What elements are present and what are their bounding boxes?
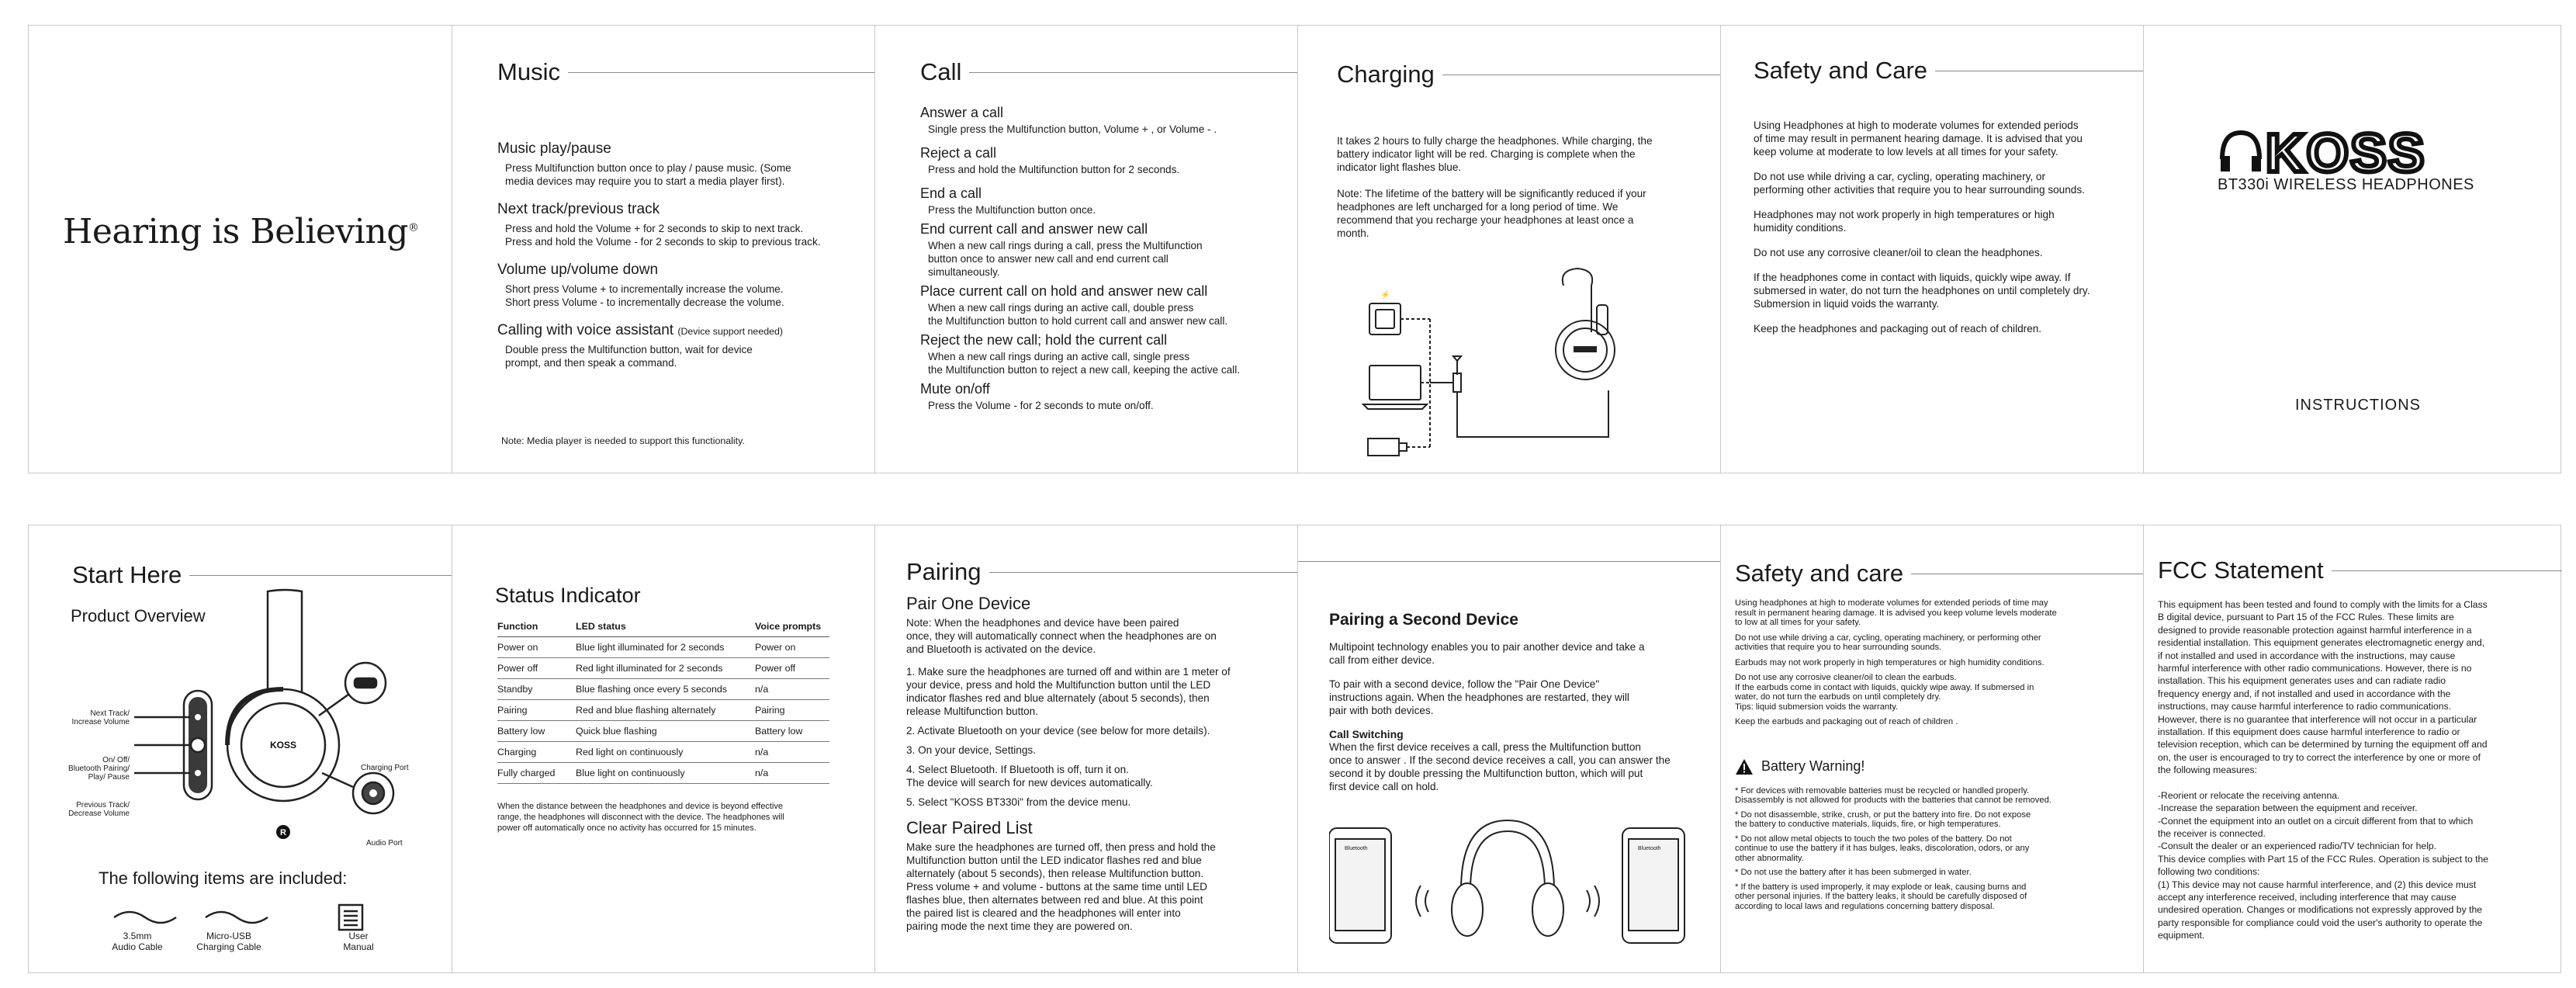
battery-warning-title: Battery Warning!	[1761, 758, 1865, 775]
safety-title-row	[1754, 57, 2143, 85]
label-prev-track: Previous Track/ Decrease Volume	[68, 801, 130, 818]
music-title: Music	[497, 58, 560, 85]
title-rule	[1298, 561, 1720, 562]
music-content	[497, 140, 847, 369]
table-header: Voice prompts	[755, 617, 829, 637]
device-brand-text: KOSS	[269, 740, 297, 751]
title-rule	[969, 72, 1297, 73]
second-text: To pair with a second device, follow the "Pair One Device" instructions again. When the headphones are restarted, they will pair with both devices.	[1329, 678, 1629, 716]
pair-step: 5. Select "KOSS BT330i" from the device menu.	[906, 796, 1131, 808]
pair-one-heading: Pair One Device	[906, 594, 1031, 613]
table-cell: Blue flashing once every 5 seconds	[576, 679, 755, 700]
table-row	[497, 763, 829, 784]
included-heading: The following items are included:	[99, 868, 348, 888]
pairing-content	[906, 594, 1282, 933]
battery-warning-heading	[1735, 758, 2131, 775]
r-mark-text: R	[280, 828, 286, 837]
safety-para: Keep the headphones and packaging out of reach of children.	[1754, 323, 2042, 335]
table-cell: Red and blue flashing alternately	[576, 700, 755, 721]
table-cell: Charging	[497, 742, 576, 763]
included-item-manual: User Manual	[343, 931, 374, 952]
koss-logo-text: KOSS	[2266, 125, 2426, 179]
charging-note: Note: The lifetime of the battery will be significantly reduced if your headphones are left uncharged for a long period of time. We recommend that you recharge your headphones at least once a month.	[1337, 188, 1646, 239]
clear-heading: Clear Paired List	[906, 818, 1033, 837]
second-heading: Pairing a Second Device	[1329, 611, 1518, 629]
table-row	[497, 700, 829, 721]
music-voice-text: Double press the Multifunction button, wait for device prompt, and then speak a command.	[505, 344, 753, 369]
status-title: Status Indicator	[495, 584, 641, 607]
usb-cable-icon	[206, 912, 268, 923]
second-title-rule-row	[1298, 561, 1720, 562]
charging-text: It takes 2 hours to fully charge the headphones. While charging, the battery indicator light will be red. Charging is complete when the indicator light flashes blue.	[1337, 135, 1653, 173]
fcc-text: This equipment has been tested and found to comply with the limits for a Class B digital device, pursuant to Part 15 of the FCC Rules. These limits are designed to provide reasonable protection against harmful interference in a residential installation. This equipment generates electromagnetic energy and, if not installed and used in accordance with the instructions, may cause harmful interference with other radio communications. However, there is no installation. This his equipment generates uses and can radiate radio frequency energy and, if not installed and used in accordance with the instructions, may cause harmful interference to radio communications. However, there is no guarantee that interference will not occur in a particular installation. If this equipment does cause harmful interference to radio or television reception, which can be determined by turning the equipment off and on, the user is encouraged to try to correct the interference by one or more of the following measures:	[2158, 599, 2488, 776]
battery-item: * If the battery is used improperly, it may explode or leak, causing burns and other personal injuries. If the battery leaks, it should be carefully disposed of according to local laws and regulations concerning battery disposal.	[1735, 882, 2027, 911]
table-cell: Fully charged	[497, 763, 576, 784]
music-panel	[452, 26, 874, 473]
call-item-heading: Place current call on hold and answer new call	[920, 283, 1208, 299]
battery-item: * Do not allow metal objects to touch the two poles of the battery. Do not continue to use the battery if it has bulges, leaks, discoloration, odors, or any other abnormality.	[1735, 834, 2030, 863]
pair-step: 1. Make sure the headphones are turned off and within are 1 meter of your device, press and hold the Multifunction button until the LED indicator flashes red and blue alternately (about 5 seconds), then release Multifunction button.	[906, 666, 1231, 717]
headphone-icon	[1452, 820, 1563, 936]
table-cell: Battery low	[755, 721, 829, 742]
bottom-sheet	[28, 525, 2561, 973]
car-charger-icon	[1368, 439, 1407, 456]
table-cell: Blue light on continuously	[576, 763, 755, 784]
music-volume-text: Short press Volume + to incrementally increase the volume. Short press Volume - to incrementally decrease the volume.	[505, 283, 784, 308]
table-cell: Battery low	[497, 721, 576, 742]
brand-panel	[2143, 26, 2562, 473]
safety2-title-row	[1735, 560, 2143, 588]
table-row	[497, 721, 829, 742]
music-play-text: Press Multifunction button once to play / pause music. (Some media devices may require you to start a media player first).	[505, 162, 791, 187]
battery-item: * Do not use the battery after it has been submerged in water.	[1735, 868, 1972, 877]
safety2-para: Do not use any corrosive cleaner/oil to clean the earbuds. If the earbuds come in contact with liquids, quickly wipe away. If submersed in water, do not turn the earbuds on until completely dry. Tips: liquid submersion voids the warranty.	[1735, 673, 2034, 712]
call-switch-heading: Call Switching	[1329, 728, 1404, 740]
call-item-heading: End current call and answer new call	[920, 221, 1148, 237]
pair-one-note: Note: When the headphones and device have been paired once, they will automatically connect when the headphones are on and Bluetooth is activated on the device.	[906, 617, 1217, 655]
product-overview-illustration	[128, 584, 407, 840]
title-rule	[568, 72, 874, 73]
clear-text: Make sure the headphones are turned off, then press and hold the Multifunction button until the LED indicator flashes red and blue alternately (about 5 seconds), then release Multifunction button. Press volume + and volume - buttons at the same time until LED flashes blue, then alternates between red and blue. At this point the paired list is cleared and the headphones will enter into pairing mode the next time they are powered on.	[906, 841, 1216, 932]
charging-title-row	[1337, 61, 1720, 88]
audio-cable-icon	[114, 912, 176, 923]
call-item-heading: Reject the new call; hold the current call	[920, 332, 1168, 348]
fcc-title: FCC Statement	[2158, 556, 2324, 584]
table-cell: Red light illuminated for 2 seconds	[576, 658, 755, 679]
laptop-icon	[1369, 366, 1421, 400]
included-items-icons	[106, 902, 386, 933]
pairing-panel	[874, 525, 1297, 972]
table-cell: Blue light illuminated for 2 seconds	[576, 637, 755, 658]
call-item-text: Press the Multifunction button once.	[928, 204, 1096, 216]
start-panel	[29, 525, 452, 972]
voice-heading-text: Calling with voice assistant	[497, 322, 674, 338]
call-switch-text: When the first device receives a call, press the Multifunction button once to answer . If the second device receives a call, you can answer the second it by double pressing the Multifunction button, which will put first device call on hold.	[1329, 741, 1671, 792]
label-audio-port: Audio Port	[366, 839, 403, 848]
safety-content	[1754, 119, 2128, 335]
table-cell: n/a	[755, 742, 829, 763]
table-header: LED status	[576, 617, 755, 637]
safety-para: If the headphones come in contact with liquids, quickly wipe away. If submersed in water, do not turn the headphones on until completely dry. Submersion in liquid voids the warranty.	[1754, 272, 2090, 310]
table-cell: Red light on continuously	[576, 742, 755, 763]
table-cell: Power off	[497, 658, 576, 679]
table-cell: Quick blue flashing	[576, 721, 755, 742]
call-item-heading: Mute on/off	[920, 381, 990, 397]
safety-panel	[1720, 26, 2143, 473]
call-item-text: Press the Volume - for 2 seconds to mute on/off.	[928, 400, 1154, 411]
fcc-content	[2158, 598, 2554, 942]
table-cell: n/a	[755, 679, 829, 700]
music-title-row	[497, 58, 874, 86]
call-title: Call	[920, 58, 962, 85]
table-cell: n/a	[755, 763, 829, 784]
pair-step: 4. Select Bluetooth. If Bluetooth is off, turn it on. The device will search for new devices automatically.	[906, 764, 1153, 789]
pair-step: 2. Activate Bluetooth on your device (see below for more details).	[906, 725, 1210, 737]
call-item-heading: End a call	[920, 185, 982, 201]
fcc-title-row	[2158, 556, 2562, 584]
call-item-text: Single press the Multifunction button, Volume + , or Volume - .	[928, 123, 1217, 135]
pairing-title-row	[906, 558, 1297, 586]
safety2-title: Safety and care	[1735, 560, 1904, 587]
koss-logo	[2218, 125, 2474, 179]
call-item-text: When a new call rings during a call, press the Multifunction button once to answer new call and end current call simultaneously.	[928, 240, 1203, 278]
status-panel	[452, 525, 874, 972]
start-title: Start Here	[72, 561, 182, 588]
included-item-cable: 3.5mm Audio Cable	[112, 931, 163, 952]
music-note: Note: Media player is needed to support this functionality.	[501, 435, 745, 446]
slogan-text: Hearing is Believing	[63, 212, 408, 251]
call-item-text: When a new call rings during an active call, single press the Multifunction button to reject a new call, keeping the active call.	[928, 351, 1240, 376]
call-content	[920, 105, 1269, 412]
phone-left-label: Bluetooth	[1345, 846, 1368, 851]
table-cell: Standby	[497, 679, 576, 700]
charging-content	[1337, 134, 1692, 240]
top-sheet	[28, 25, 2561, 473]
safety-para: Do not use while driving a car, cycling, operating machinery, or performing other activities that require you to hear surrounding sounds.	[1754, 171, 2085, 196]
battery-item: * For devices with removable batteries must be recycled or handled properly. Disassembly is not allowed for products with the batteries that cannot be removed.	[1735, 785, 2051, 805]
signal-waves-left	[1416, 886, 1428, 917]
charging-panel	[1297, 26, 1720, 473]
product-overview-heading: Product Overview	[71, 606, 206, 626]
safety2-para: Keep the earbuds and packaging out of reach of children .	[1735, 717, 1958, 726]
table-cell: Power on	[755, 637, 829, 658]
battery-item: * Do not disassemble, strike, crush, or put the battery into fire. Do not expose the battery to conductive materials, liquids, fire, or high temperatures.	[1735, 809, 2031, 829]
call-item-text: When a new call rings during an active call, double press the Multifunction button to hold current call and answer new call.	[928, 302, 1228, 327]
fcc-measures: -Reorient or relocate the receiving antenna. -Increase the separation between the equipment and receiver. -Connet the equipment into an outlet on a circuit different from that to which the receiver is connected. -Consult the dealer or an experienced radio/TV technician for help. This device complies with Part 15 of the FCC Rules. Operation is subject to the following two conditions: (1) This device may not cause harmful interference, and (2) this device must accept any interference received, including interference that may cause undesired operation. Changes or modifications not expressly approved by the party responsible for compliance could void the user's authority to operate the equipment.	[2158, 789, 2489, 941]
product-subtitle: BT330i WIRELESS HEADPHONES	[2218, 176, 2474, 193]
music-track-heading: Next track/previous track	[497, 201, 660, 217]
headphone-icon	[1556, 269, 1615, 380]
table-header-row	[497, 617, 829, 637]
music-voice-heading	[497, 322, 847, 339]
safety2-para: Earbuds may not work properly in high temperatures or high humidity conditions.	[1735, 657, 2045, 667]
music-track-text: Press and hold the Volume + for 2 seconds to skip to next track. Press and hold the Volume - for 2 seconds to skip to previous track.	[505, 223, 821, 248]
table-row	[497, 742, 829, 763]
headband	[268, 590, 302, 692]
safety2-para: Using headphones at high to moderate volumes for extended periods of time may result in permanent hearing damage. It is advised you keep volume levels moderate to low at all times for your safety.	[1735, 598, 2057, 627]
safety-care-panel	[1720, 525, 2143, 972]
label-on-off: On/ Off/ Bluetooth Pairing/ Play/ Pause	[68, 756, 130, 782]
safety2-para: Do not use while driving a car, cycling, operating machinery, or performing other activities that require you to hear surrounding sounds.	[1735, 633, 2041, 652]
warning-triangle-icon	[1735, 758, 1754, 775]
cover-slogan	[63, 212, 418, 251]
table-row	[497, 637, 829, 658]
music-play-heading: Music play/pause	[497, 140, 611, 157]
label-charging-port: Charging Port	[361, 764, 409, 772]
status-table	[497, 617, 829, 784]
instructions-label: INSTRUCTIONS	[2295, 397, 2421, 414]
table-cell: Power off	[755, 658, 829, 679]
table-cell: Power on	[497, 637, 576, 658]
title-rule	[989, 572, 1298, 573]
table-row	[497, 658, 829, 679]
plug-glyph: ⚡	[1380, 291, 1390, 300]
headphone-logo-icon	[2221, 133, 2261, 172]
table-cell: Pairing	[497, 700, 576, 721]
title-rule	[189, 575, 452, 576]
safety-para: Headphones may not work properly in high temperatures or high humidity conditions.	[1754, 209, 2055, 234]
call-item-heading: Answer a call	[920, 105, 1004, 120]
label-next-track: Next Track/ Increase Volume	[71, 709, 130, 726]
second-text: Multipoint technology enables you to pair another device and take a call from either device.	[1329, 641, 1645, 666]
safety2-content	[1735, 598, 2131, 911]
pairing-title: Pairing	[906, 558, 982, 585]
status-note: When the distance between the headphones and device is beyond effective range, the headphones will disconnect with the device. The headphones will power off automatically once no activity has occurred for 15 minutes.	[497, 802, 784, 833]
table-cell: Pairing	[755, 700, 829, 721]
cover-panel	[29, 26, 452, 473]
registered-mark: ®	[407, 221, 419, 234]
second-content	[1329, 611, 1705, 793]
phone-right-label: Bluetooth	[1638, 846, 1661, 851]
second-device-panel	[1297, 525, 1720, 972]
fcc-panel	[2143, 525, 2562, 972]
included-item-usb: Micro-USB Charging Cable	[196, 931, 261, 952]
title-rule	[2332, 570, 2562, 571]
table-row	[497, 679, 829, 700]
second-device-illustration	[1329, 805, 1702, 960]
table-header: Function	[497, 617, 576, 637]
call-panel	[874, 26, 1297, 473]
music-volume-heading: Volume up/volume down	[497, 262, 659, 278]
wall-outlet-icon	[1369, 303, 1401, 335]
call-title-row	[920, 58, 1297, 86]
safety-title: Safety and Care	[1754, 57, 1928, 84]
voice-note: (Device support needed)	[677, 326, 784, 337]
charging-illustration	[1337, 258, 1647, 460]
safety-para: Do not use any corrosive cleaner/oil to clean the headphones.	[1754, 247, 2043, 258]
call-item-heading: Reject a call	[920, 145, 997, 161]
charging-title: Charging	[1337, 61, 1435, 88]
signal-waves-right	[1587, 886, 1599, 917]
pair-step: 3. On your device, Settings.	[906, 744, 1036, 756]
safety-para: Using Headphones at high to moderate volumes for extended periods of time may result in permanent hearing damage. It is advised that you keep volume at moderate to low levels at all times for your safety.	[1754, 120, 2083, 158]
call-item-text: Press and hold the Multifunction button for 2 seconds.	[928, 164, 1180, 175]
